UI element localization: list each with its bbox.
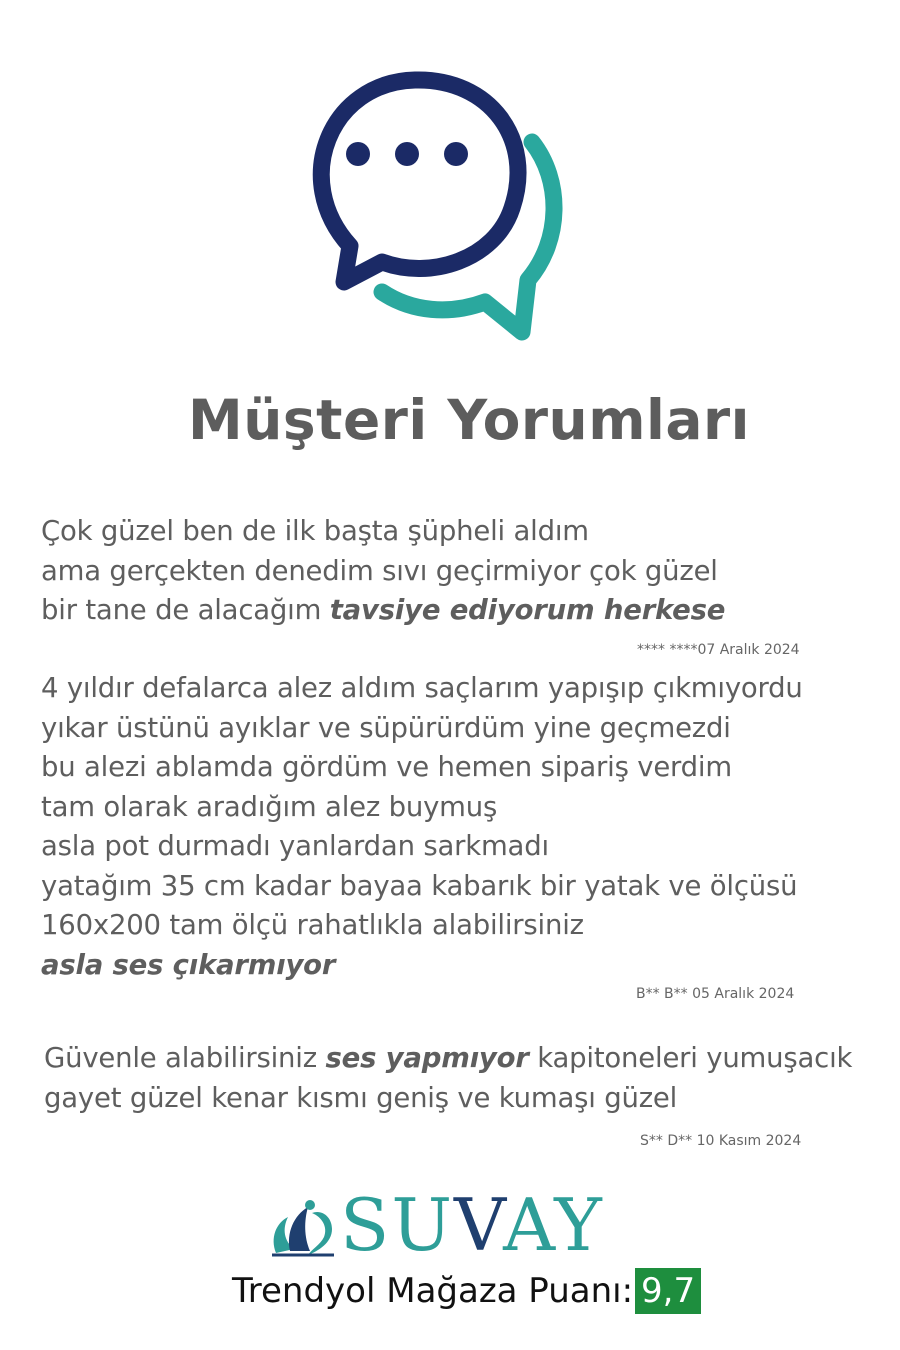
review-emphasis: tavsiye ediyorum herkese: [329, 594, 726, 626]
chat-bubbles-icon: [300, 70, 570, 345]
review-author-date: B** B** 05 Aralık 2024: [636, 986, 795, 1002]
review-emphasis: ses yapmıyor: [325, 1042, 529, 1074]
review-1: [41, 512, 725, 631]
review-text: bir tane de alacağım: [41, 594, 330, 626]
review-author-date: S** D** 10 Kasım 2024: [640, 1133, 802, 1149]
review-line: bu alezi ablamda gördüm ve hemen sipariş verdim: [41, 751, 732, 783]
review-line: gayet güzel kenar kısmı geniş ve kumaşı güzel: [44, 1081, 678, 1114]
review-line: yatağım 35 cm kadar bayaa kabarık bir yatak ve ölçüsü: [41, 869, 798, 902]
store-rating-badge: 9,7: [635, 1268, 701, 1314]
review-line: [41, 591, 725, 631]
review-line: 4 yıldır defalarca alez aldım saçlarım yapışıp çıkmıyordu: [41, 672, 803, 704]
store-rating-label: Trendyol Mağaza Puanı:: [232, 1271, 634, 1311]
page-title: Müşteri Yorumları: [188, 388, 750, 452]
review-line: 160x200 tam ölçü rahatlıkla alabilirsiniz: [41, 909, 584, 941]
review-line: [44, 1039, 852, 1079]
store-rating: [232, 1268, 701, 1314]
review-line: ama gerçekten denedim sıvı geçirmiyor çok güzel: [41, 554, 718, 587]
review-author-date: **** ****07 Aralık 2024: [637, 642, 800, 658]
brand-name: SUVAY: [340, 1183, 604, 1267]
review-text: kapitoneleri yumuşacık: [528, 1042, 853, 1074]
review-text: Güvenle alabilirsiniz: [44, 1042, 326, 1074]
review-line: tam olarak aradığım alez buymuş: [41, 790, 498, 823]
review-2: [41, 669, 803, 985]
brand-emblem-icon: [268, 1193, 338, 1259]
review-emphasis: asla ses çıkarmıyor: [41, 948, 336, 981]
review-line: [41, 946, 803, 986]
review-line: asla pot durmadı yanlardan sarkmadı: [41, 830, 549, 862]
review-3: [44, 1039, 852, 1118]
review-line: yıkar üstünü ayıklar ve süpürürdüm yine geçmezdi: [41, 711, 731, 744]
brand-logo: [268, 1183, 638, 1267]
review-line: Çok güzel ben de ilk başta şüpheli aldım: [41, 515, 589, 547]
